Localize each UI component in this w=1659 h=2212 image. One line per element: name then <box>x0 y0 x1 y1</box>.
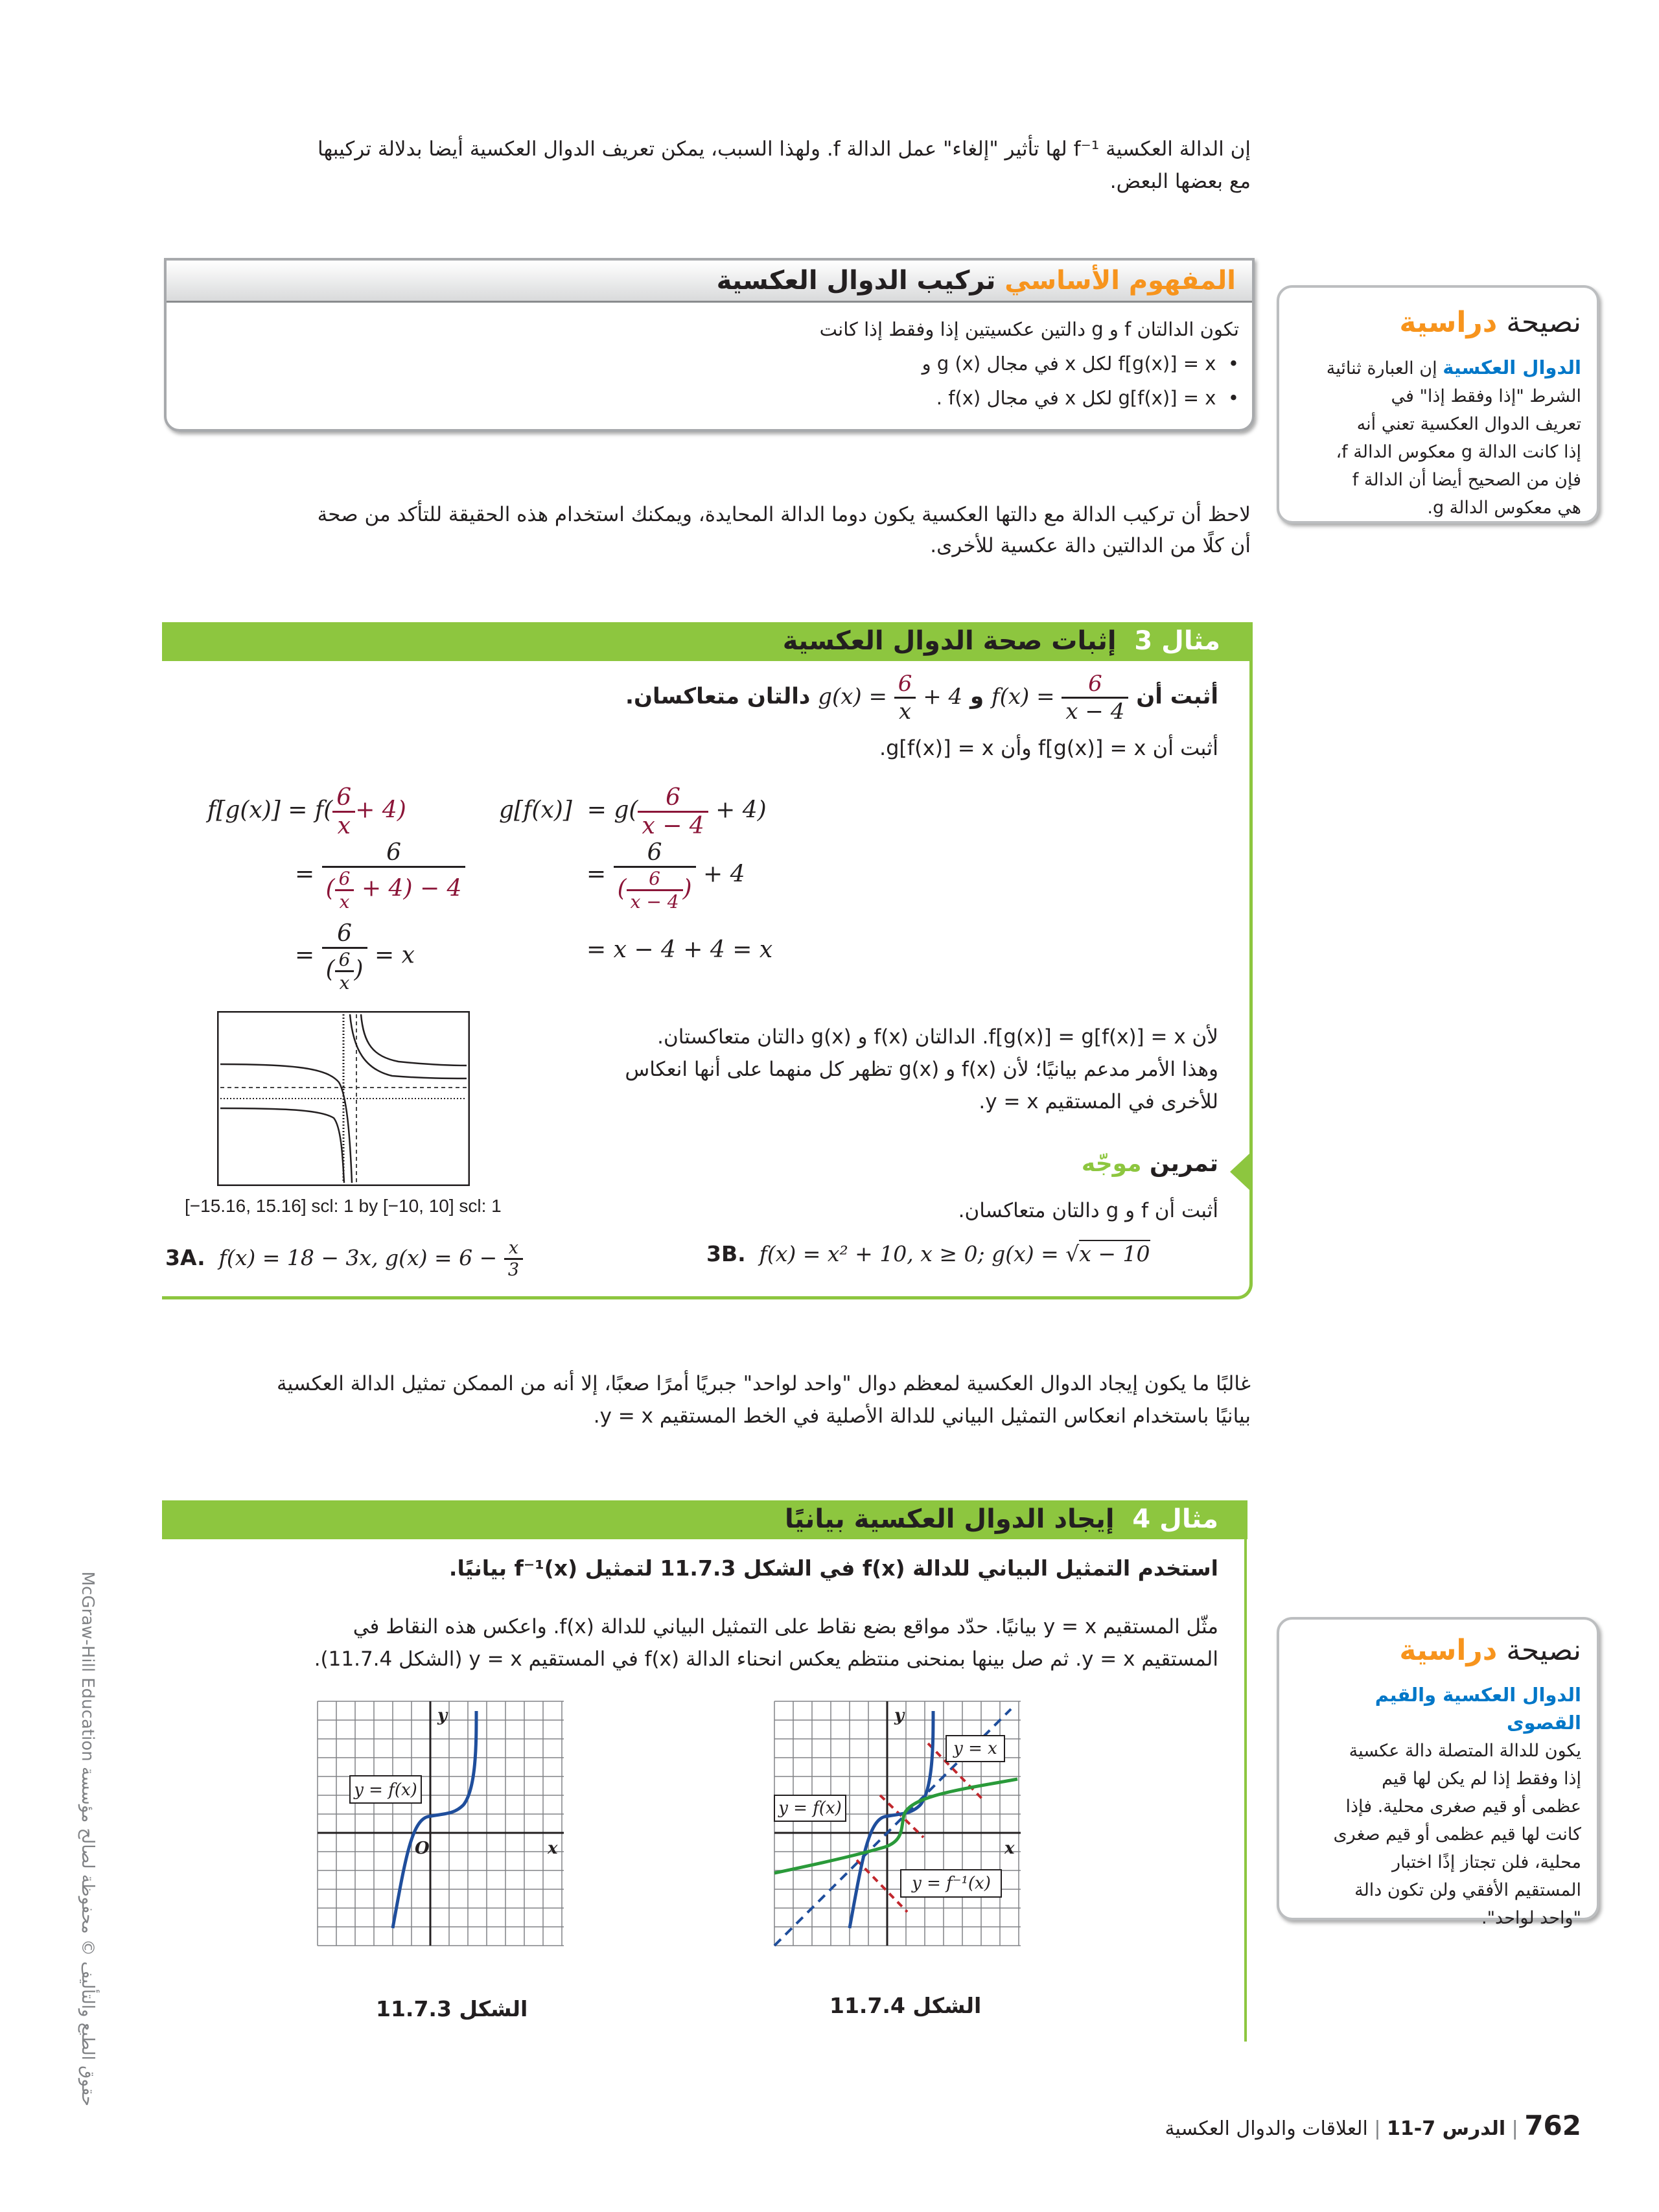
example-3-title: إثبات صحة الدوال العكسية <box>782 626 1117 656</box>
note1-line-2: أن كلًا من الدالتين دالة عكسية للأخرى. <box>930 534 1251 557</box>
prompt-g-num: 6 <box>894 671 916 699</box>
derivation-g-of-f-line-1 <box>499 784 767 839</box>
example-4-prompt: استخدم التمثيل البياني للدالة f(x) في الشكل 11.7.3 لتمثيل f⁻¹(x) بيانيًا. <box>448 1555 1218 1581</box>
deriv-right-l2-frac <box>614 839 696 913</box>
prompt-gx: g(x) = <box>818 683 887 710</box>
derivation-f-of-g-line-3: = 6 ( $\frac{6}{x}$ ) = x <box>295 920 415 994</box>
prompt-and: و <box>970 683 984 710</box>
prompt-g-frac <box>894 671 916 725</box>
tip1-lead: إن العبارة ثنائية <box>1326 358 1437 378</box>
note1-line-1: لاحظ أن تركيب الدالة مع دالتها العكسية يكون دوما الدالة المحايدة، ويمكنك استخدام هذه الحقيقة للتأكد من صحة <box>317 503 1251 526</box>
prompt-g-den: x <box>899 699 912 725</box>
deriv-left-l3-frac <box>322 920 367 994</box>
tip1-line: فإن من الصحيح أيضا أن الدالة f <box>1352 470 1581 490</box>
example-3-show-line: أثبت أن f[g(x)] = x وأن g[f(x)] = x. <box>879 736 1218 760</box>
guided-label-2: موجّه <box>1081 1150 1142 1177</box>
frac-den: x − 4 <box>642 813 704 839</box>
deriv-left-l1-lhs: f[g(x)] = f( <box>207 797 333 824</box>
page-footer: 762 | الدرس 7-11 | العلاقات والدوال العكسية <box>1165 2110 1581 2141</box>
inner-num: 6 <box>627 868 683 891</box>
exercise-3B-label: 3B. <box>706 1241 746 1266</box>
radicand: x − 10 <box>1079 1241 1150 1266</box>
curve-label: y = f(x) <box>354 1780 417 1800</box>
inner-den: x <box>339 972 350 994</box>
tip1-line: إذا كانت الدالة g معكوس الدالة f، <box>1336 442 1581 462</box>
page-number: 762 <box>1524 2110 1581 2141</box>
exercise-3B <box>706 1241 1150 1266</box>
tip2-line: يكون للدالة المتصلة دالة عكسية <box>1349 1741 1581 1761</box>
copyright-credit: حقوق الطبع والتأليف © محفوظة لصالح مؤسسة McGraw-Hill Education <box>78 1571 97 2106</box>
tip2-line: "واحد لواحد". <box>1481 1908 1581 1928</box>
guided-practice-text: أثبت أن f و g دالتان متعاكسان. <box>958 1199 1218 1222</box>
inner-frac <box>335 868 354 913</box>
study-tip-1 <box>1277 285 1599 524</box>
inner-num: 6 <box>335 868 354 891</box>
study-tip-2 <box>1277 1617 1599 1928</box>
prompt-f-den: x − 4 <box>1065 699 1125 725</box>
example4-body-1: مثّل المستقيم y = x بيانيًا. حدّد مواقع بضع نقاط على التمثيل البياني للدالة f(x). واعكس هذه النقاط في <box>353 1615 1218 1638</box>
conclusion-line: للأخرى في المستقيم y = x. <box>979 1090 1218 1113</box>
key-concept-body <box>183 312 1239 415</box>
figure-11-7-4-caption: الشكل 11.7.4 <box>830 1993 982 2018</box>
deriv-right-l1-frac <box>638 784 708 839</box>
tip2-line: محلية، فلن تجتاز إذًا اختبار <box>1391 1852 1581 1872</box>
x-label: x <box>548 1839 558 1858</box>
key-concept-bullet-1: • f[g(x)] = x لكل x في مجال g (x) و <box>922 353 1239 375</box>
prompt-g <box>818 671 963 725</box>
key-concept-box <box>164 258 1255 432</box>
curve-f <box>393 1711 476 1928</box>
deriv-left-l3-eq: = x <box>374 942 415 969</box>
example-4-rule <box>1244 1510 1247 2042</box>
deriv-left-l1-frac <box>332 784 355 839</box>
conclusion-line: وهذا الأمر مدعم بيانيًا؛ لأن f(x) و g(x) تظهر كل منهما على أنها انعكاس <box>625 1058 1218 1081</box>
prompt-suffix: دالتان متعاكسان. <box>625 683 811 710</box>
tip1-line: تعريف الدوال العكسية تعني أنه <box>1356 414 1581 434</box>
prompt-f-num: 6 <box>1062 671 1128 699</box>
key-concept-line: تكون الدالتان f و g دالتين عكسيتين إذا وفقط إذا كانت <box>819 318 1239 340</box>
example-4-banner <box>162 1500 1247 1539</box>
note-paragraph-2 <box>162 1368 1251 1432</box>
inner-den: x − 4 <box>630 891 679 913</box>
origin-label: O <box>415 1839 430 1858</box>
inner-frac <box>627 868 683 913</box>
guided-label-1: تمرين <box>1141 1150 1218 1177</box>
note-paragraph-1 <box>188 499 1251 561</box>
key-concept-label-1: المفهوم <box>1119 266 1236 296</box>
deriv-left-l2-frac <box>322 839 466 913</box>
deriv-right-l2-tail: + 4 <box>703 861 745 888</box>
tip1-subtitle: الدوال العكسية <box>1443 356 1581 378</box>
guided-practice-label <box>907 1150 1218 1177</box>
study-tip-1-body <box>1296 354 1581 522</box>
tip2-line: عظمى أو قيم صغرى محلية. فإذا <box>1345 1797 1581 1817</box>
bullet-2-text: g[f(x)] = x لكل x في مجال f(x) . <box>936 387 1216 409</box>
study-tip-1-title <box>1399 306 1581 339</box>
exercise-3A-text: f(x) = 18 − 3x, g(x) = 6 − <box>218 1245 498 1270</box>
key-concept-header <box>167 261 1252 303</box>
figure-11-7-3-caption: الشكل 11.7.3 <box>376 1996 528 2021</box>
tip2-line: إذا وفقط إذا لم يكن لها قيم <box>1382 1769 1581 1789</box>
frac-num: 6 <box>322 839 466 868</box>
tip2-line: المستقيم الأفقي ولن تكون دالة <box>1354 1880 1581 1900</box>
prompt-fx: f(x) = <box>992 683 1055 710</box>
frac-den: ( $\frac{6}{x}$ ) <box>325 949 364 994</box>
frac-num: 6 <box>332 784 355 813</box>
exercise-3A-label: 3A. <box>165 1245 205 1270</box>
inner-num: 6 <box>335 949 354 972</box>
prompt-gplus: + 4 <box>923 683 963 710</box>
frac-den: x <box>337 813 351 839</box>
tip2-title-1: نصيحة <box>1497 1634 1581 1667</box>
note2-line-2: بيانيًا باستخدام انعكاس التمثيل البياني للدالة الأصلية في الخط المستقيم y = x. <box>593 1404 1251 1428</box>
exercise-3A <box>165 1238 523 1280</box>
deriv-left-l1-tail: + 4) <box>355 797 406 824</box>
example-4-title: إيجاد الدوال العكسية بيانيًا <box>784 1504 1115 1534</box>
example-3-conclusion <box>544 1021 1218 1118</box>
guided-practice-marker <box>1230 1154 1249 1190</box>
deriv-left-l2-tail: + 4) − 4 <box>361 875 462 902</box>
frac-num: 6 <box>322 920 367 949</box>
example-4-label: مثال 4 <box>1132 1504 1218 1534</box>
figure-11-7-3 <box>314 1698 567 1948</box>
prompt-f-frac <box>1062 671 1128 725</box>
intro-line-2: مع بعضها البعض. <box>1109 170 1251 193</box>
lesson-label: الدرس 7-11 <box>1387 2117 1506 2140</box>
example-3-label: مثال 3 <box>1134 626 1220 656</box>
conclusion-line: لأن f[g(x)] = g[f(x)] = x. الدالتان f(x) و g(x) دالتان متعاكستان. <box>657 1025 1218 1049</box>
frac-den: ( $\frac{6}{x}$ + 4) − 4 <box>325 868 462 913</box>
deriv-right-l1-eq: = g( <box>586 797 638 824</box>
note2-line-1: غالبًا ما يكون إيجاد الدوال العكسية لمعظم دوال "واحد لواحد" جبريًا أمرًا صعبًا، إلا أنه من الممكن تمثيل الدالة العكسية <box>277 1372 1251 1395</box>
frac-num: 6 <box>638 784 708 813</box>
deriv-right-l1-tail: + 4) <box>715 797 767 824</box>
example-4-body <box>194 1611 1218 1675</box>
tip1-title-1: نصيحة <box>1497 306 1581 339</box>
y-label: y <box>437 1706 448 1725</box>
exercise-3B-text: f(x) = x² + 10, x ≥ 0; g(x) = <box>759 1241 1059 1266</box>
calculator-graph <box>217 1011 470 1186</box>
inverse-label: y = f⁻¹(x) <box>912 1874 991 1893</box>
deriv-right-l1-lhs: g[f(x)] <box>499 797 572 824</box>
inner-den: x <box>339 891 350 913</box>
calculator-window-caption: [−15.16, 15.16] scl: 1 by [−10, 10] scl: 1 <box>185 1196 502 1216</box>
derivation-f-of-g-line-2: = 6 ( $\frac{6}{x}$ + 4) − 4 <box>295 839 465 913</box>
example-3-banner <box>162 622 1253 661</box>
tip2-title-2: دراسية <box>1399 1634 1498 1667</box>
study-tip-2-body <box>1296 1681 1581 1932</box>
x-label: x <box>1004 1839 1015 1858</box>
frac-num: 6 <box>614 839 696 868</box>
tip1-line: الشرط "إذا وفقط إذا" في <box>1391 386 1581 406</box>
bullet-1-text: f[g(x)] = x لكل x في مجال g (x) و <box>922 353 1216 375</box>
tip2-subtitle: الدوال العكسية والقيم القصوى <box>1375 1684 1581 1734</box>
example-3-prompt <box>583 671 1218 725</box>
study-tip-2-title <box>1399 1634 1581 1667</box>
derivation-g-of-f-line-3: = x − 4 + 4 = x <box>586 937 773 963</box>
example4-body-2: المستقيم y = x. ثم صل بينها بمنحنى منتظم يعكس انحناء الدالة f(x) في المستقيم y = x (الشكل 11.7.4). <box>314 1647 1218 1671</box>
curve-label: y = f(x) <box>778 1799 842 1818</box>
intro-paragraph <box>188 133 1251 198</box>
derivation-g-of-f-line-2: = 6 ( $\frac{6}{x - 4}$ ) + 4 <box>586 839 745 913</box>
frac-den: 3 <box>507 1260 519 1280</box>
tip1-title-2: دراسية <box>1399 306 1498 339</box>
exercise-3A-frac <box>504 1238 523 1280</box>
frac-num: x <box>504 1238 523 1260</box>
derivation-f-of-g-line-1 <box>207 784 406 839</box>
prompt-f <box>992 671 1128 725</box>
figure-11-7-4 <box>771 1698 1024 1948</box>
y-label: y <box>894 1706 905 1725</box>
key-concept-bullet-2: • g[f(x)] = x لكل x في مجال f(x) . <box>936 387 1239 409</box>
prompt-prefix: أثبت أن <box>1136 683 1218 710</box>
intro-line-1: إن الدالة العكسية f⁻¹ لها تأثير "إلغاء" عمل الدالة f. ولهذا السبب، يمكن تعريف الدوال العكسية أيضا بدلالة تركيبها <box>318 137 1251 161</box>
inner-frac <box>335 949 354 994</box>
frac-den: ( $\frac{6}{x - 4}$ ) <box>617 868 692 913</box>
key-concept-label-2: الأساسي <box>1004 266 1120 296</box>
key-concept-title <box>717 266 1236 296</box>
grid <box>318 1701 564 1946</box>
exercise-3B-radical: √x − 10 <box>1065 1241 1150 1266</box>
line-label: y = x <box>953 1739 997 1758</box>
key-concept-heading: تركيب الدوال العكسية <box>716 266 996 296</box>
tip2-line: كانت لها قيم عظمى أو قيم صغرى <box>1333 1824 1581 1845</box>
tip1-line: هي معكوس الدالة g. <box>1427 498 1581 518</box>
lesson-title: العلاقات والدوال العكسية <box>1165 2117 1368 2140</box>
